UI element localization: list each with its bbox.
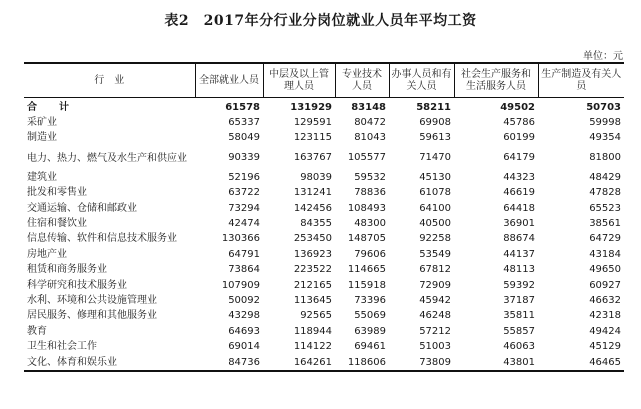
cell-value: 47828 <box>589 187 621 199</box>
cell-value: 136923 <box>293 248 332 260</box>
cell-value: 36901 <box>503 218 535 230</box>
cell-value: 131241 <box>293 187 332 199</box>
cell-value: 35811 <box>503 310 535 322</box>
table-row <box>24 247 624 262</box>
cell-value: 84736 <box>228 356 260 368</box>
cell-value: 61078 <box>419 187 451 199</box>
cell-value: 59392 <box>503 279 535 291</box>
row-label: 合 计 <box>27 101 75 113</box>
row-label: 卫生和社会工作 <box>27 341 97 353</box>
cell-value: 69014 <box>228 341 260 353</box>
row-label: 科学研究和技术服务业 <box>27 279 127 291</box>
cell-value: 46632 <box>589 294 621 306</box>
row-label: 交通运输、仓储和邮政业 <box>27 202 137 214</box>
cell-value: 43298 <box>228 310 260 322</box>
table-row <box>24 232 624 247</box>
cell-value: 64729 <box>589 233 621 245</box>
header-all-employees: 全部就业人员 <box>195 63 263 98</box>
cell-value: 114122 <box>293 341 332 353</box>
table-row <box>24 146 624 170</box>
cell-value: 83148 <box>351 101 386 113</box>
header-professionals: 专业技术人员 <box>335 63 389 98</box>
cell-value: 80472 <box>354 117 386 129</box>
cell-value: 44323 <box>503 171 535 183</box>
cell-value: 118606 <box>347 356 386 368</box>
cell-value: 131929 <box>290 101 332 113</box>
row-label: 信息传输、软件和信息技术服务业 <box>27 233 177 245</box>
table-row <box>24 263 624 278</box>
cell-value: 142456 <box>293 202 332 214</box>
cell-value: 130366 <box>221 233 260 245</box>
cell-value: 253450 <box>293 233 332 245</box>
table-row <box>24 216 624 231</box>
cell-value: 78836 <box>354 187 386 199</box>
cell-value: 58049 <box>228 132 260 144</box>
cell-value: 92258 <box>419 233 451 245</box>
cell-value: 55857 <box>503 325 535 337</box>
cell-value: 44137 <box>503 248 535 260</box>
table-row <box>24 339 624 354</box>
row-label: 居民服务、修理和其他服务业 <box>27 310 157 322</box>
cell-value: 84355 <box>300 218 332 230</box>
cell-value: 81800 <box>589 152 621 164</box>
table-row-total <box>24 98 624 116</box>
cell-value: 88674 <box>503 233 535 245</box>
cell-value: 113645 <box>293 294 332 306</box>
header-production-workers: 生产制造及有关人员 <box>538 63 624 98</box>
table-row <box>24 324 624 339</box>
cell-value: 64693 <box>228 325 260 337</box>
cell-value: 64179 <box>503 152 535 164</box>
cell-value: 105577 <box>347 152 386 164</box>
cell-value: 129591 <box>293 117 332 129</box>
cell-value: 107909 <box>221 279 260 291</box>
cell-value: 57212 <box>419 325 451 337</box>
table-header <box>24 63 624 98</box>
cell-value: 115918 <box>347 279 386 291</box>
row-label: 建筑业 <box>27 171 57 183</box>
row-label: 住宿和餐饮业 <box>27 218 87 230</box>
table-row <box>24 278 624 293</box>
row-label: 批发和零售业 <box>27 187 87 199</box>
header-clerks: 办事人员和有关人员 <box>389 63 454 98</box>
cell-value: 164261 <box>293 356 332 368</box>
unit-label: 单位：元 <box>583 51 623 62</box>
cell-value: 73864 <box>228 264 260 276</box>
cell-value: 42318 <box>589 310 621 322</box>
cell-value: 43801 <box>503 356 535 368</box>
cell-value: 148705 <box>347 233 386 245</box>
table-row <box>24 293 624 308</box>
cell-value: 46465 <box>589 356 621 368</box>
cell-value: 53549 <box>419 248 451 260</box>
cell-value: 43184 <box>589 248 621 260</box>
cell-value: 49650 <box>589 264 621 276</box>
cell-value: 45130 <box>419 171 451 183</box>
cell-value: 59998 <box>589 117 621 129</box>
cell-value: 79606 <box>354 248 386 260</box>
cell-value: 61578 <box>225 101 260 113</box>
cell-value: 69461 <box>354 341 386 353</box>
cell-value: 38561 <box>589 218 621 230</box>
cell-value: 163767 <box>293 152 332 164</box>
row-label: 电力、热力、燃气及水生产和供应业 <box>27 152 187 164</box>
cell-value: 63989 <box>354 325 386 337</box>
wage-table <box>24 62 624 372</box>
cell-value: 114665 <box>347 264 386 276</box>
cell-value: 49424 <box>589 325 621 337</box>
cell-value: 67812 <box>419 264 451 276</box>
cell-value: 50703 <box>586 101 621 113</box>
cell-value: 50092 <box>228 294 260 306</box>
cell-value: 81043 <box>354 132 386 144</box>
table-body <box>24 98 624 372</box>
cell-value: 223522 <box>293 264 332 276</box>
table-row <box>24 201 624 216</box>
table-row <box>24 309 624 324</box>
table-row <box>24 131 624 146</box>
row-label: 水利、环境和公共设施管理业 <box>27 294 157 306</box>
cell-value: 118944 <box>293 325 332 337</box>
row-label: 采矿业 <box>27 117 57 129</box>
cell-value: 48113 <box>503 264 535 276</box>
cell-value: 73294 <box>228 202 260 214</box>
cell-value: 37187 <box>503 294 535 306</box>
row-label: 文化、体育和娱乐业 <box>27 356 117 368</box>
row-label: 教育 <box>27 325 47 337</box>
table-row <box>24 170 624 185</box>
row-label: 制造业 <box>27 132 57 144</box>
header-industry: 行 业 <box>94 74 125 86</box>
cell-value: 42474 <box>228 218 260 230</box>
cell-value: 49354 <box>589 132 621 144</box>
cell-value: 60927 <box>589 279 621 291</box>
header-managers: 中层及以上管理人员 <box>263 63 335 98</box>
cell-value: 92565 <box>300 310 332 322</box>
table-row <box>24 355 624 371</box>
cell-value: 59613 <box>419 132 451 144</box>
cell-value: 64100 <box>419 202 451 214</box>
cell-value: 49502 <box>500 101 535 113</box>
header-service-workers: 社会生产服务和生活服务人员 <box>454 63 538 98</box>
cell-value: 123115 <box>293 132 332 144</box>
cell-value: 48300 <box>354 218 386 230</box>
cell-value: 73396 <box>354 294 386 306</box>
cell-value: 46619 <box>503 187 535 199</box>
cell-value: 212165 <box>293 279 332 291</box>
cell-value: 58211 <box>416 101 451 113</box>
cell-value: 98039 <box>300 171 332 183</box>
cell-value: 65523 <box>589 202 621 214</box>
row-label: 租赁和商务服务业 <box>27 264 107 276</box>
cell-value: 69908 <box>419 117 451 129</box>
cell-value: 64418 <box>503 202 535 214</box>
cell-value: 64791 <box>228 248 260 260</box>
cell-value: 45129 <box>589 341 621 353</box>
cell-value: 46063 <box>503 341 535 353</box>
table-row <box>24 115 624 130</box>
cell-value: 71470 <box>419 152 451 164</box>
cell-value: 52196 <box>228 171 260 183</box>
cell-value: 46248 <box>419 310 451 322</box>
table-title: 表2 2017年分行业分岗位就业人员年平均工资 <box>164 13 477 29</box>
cell-value: 73809 <box>419 356 451 368</box>
cell-value: 45942 <box>419 294 451 306</box>
cell-value: 59532 <box>354 171 386 183</box>
table-row <box>24 186 624 201</box>
cell-value: 108493 <box>347 202 386 214</box>
cell-value: 60199 <box>503 132 535 144</box>
row-label: 房地产业 <box>27 248 67 260</box>
cell-value: 72909 <box>419 279 451 291</box>
cell-value: 90339 <box>228 152 260 164</box>
cell-value: 65337 <box>228 117 260 129</box>
header-row <box>24 63 624 98</box>
cell-value: 63722 <box>228 187 260 199</box>
cell-value: 51003 <box>419 341 451 353</box>
cell-value: 45786 <box>503 117 535 129</box>
cell-value: 55069 <box>354 310 386 322</box>
cell-value: 48429 <box>589 171 621 183</box>
cell-value: 40500 <box>419 218 451 230</box>
